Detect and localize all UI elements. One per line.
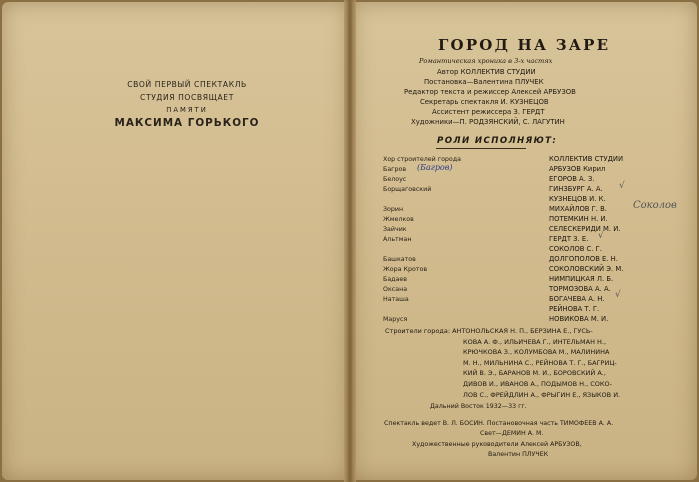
- cast-actor: ПОТЕМКИН Н. И.: [549, 215, 608, 223]
- city-builders-list: [385, 326, 697, 400]
- page-fold: [344, 0, 356, 482]
- credit-line: Секретарь спектакля И. КУЗНЕЦОВ: [420, 98, 549, 106]
- dedication-line: СВОЙ ПЕРВЫЙ СПЕКТАКЛЬ: [127, 80, 247, 89]
- cast-role: Багров: [383, 166, 407, 173]
- cast-actor: ДОЛГОПОЛОВ Е. Н.: [549, 255, 618, 263]
- cast-actor: ТОРМОЗОВА А. А.: [549, 285, 611, 293]
- builders-line: ДИВОВ И., ИВАНОВ А., ПОДЫМОВ Н., СОКО-: [463, 379, 612, 388]
- credit-line: Постановка—Валентина ПЛУЧЕК: [424, 78, 544, 86]
- cast-actor: ГЕРДТ З. Е.: [549, 235, 589, 243]
- cast-role: Хор строителей города: [383, 156, 461, 163]
- cast-actor: РЕЙНОВА Т. Г.: [549, 305, 600, 313]
- cast-actor: НИМПИЦКАЯ Л. Б.: [549, 275, 614, 283]
- cast-role: Наташа: [383, 296, 409, 303]
- pencil-check-mark: √: [619, 181, 625, 191]
- credit-line: Ассистент режиссера З. ГЕРДТ: [432, 108, 545, 116]
- cast-role: Башкатов: [383, 256, 416, 263]
- pencil-check-mark: √: [615, 290, 621, 300]
- place-year: Дальний Восток 1932—33 гг.: [430, 403, 527, 410]
- cast-actor: ГИНЗБУРГ А. А.: [549, 185, 603, 193]
- cast-actor: СЕЛЕСКЕРИДИ М. И.: [549, 225, 621, 233]
- cast-role: Зорин: [383, 206, 404, 213]
- pencil-check-mark: √: [598, 231, 604, 241]
- heading-underline: [436, 148, 526, 149]
- cast-actor: СОКОЛОВ С. Г.: [549, 245, 602, 253]
- cast-role: Жмелков: [383, 216, 414, 223]
- cast-actor: КОЛЛЕКТИВ СТУДИИ: [549, 155, 624, 163]
- cast-role: Оксана: [383, 286, 408, 293]
- footer-line: Спектакль ведет В. Л. БОСИН. Постановочная часть ТИМОФЕЕВ А. А.: [384, 420, 614, 427]
- builders-line: Строители города: АНТОНОЛЬСКАЯ Н. П., БЕРЗИНА Е., ГУСЬ-: [385, 327, 593, 335]
- left-page: [2, 2, 348, 480]
- handwritten-note: (Багров): [417, 163, 453, 172]
- cast-role: Борщаговский: [383, 186, 432, 193]
- credit-line: Автор КОЛЛЕКТИВ СТУДИИ: [437, 68, 536, 76]
- cast-role: Бадаев: [383, 276, 407, 283]
- handwritten-note: Соколов: [633, 200, 677, 211]
- cast-actor: НОВИКОВА М. И.: [549, 315, 609, 323]
- roles-heading: РОЛИ ИСПОЛНЯЮТ:: [437, 136, 558, 146]
- cast-role: Маруся: [383, 316, 408, 323]
- footer-line: Валентин ПЛУЧЕК: [488, 451, 549, 458]
- cast-actor: КУЗНЕЦОВ И. К.: [549, 195, 606, 203]
- cast-actor: БОГАЧЕВА А. Н.: [549, 295, 605, 303]
- dedication-name: МАКСИМА ГОРЬКОГО: [114, 117, 260, 129]
- builders-line: КОВА А. Ф., ИЛЬИЧЕВА Г., ИНТЕЛЬМАН Н.,: [463, 337, 607, 346]
- builders-line: М. Н., МИЛЬНИНА С., РЕЙНОВА Т. Г., БАГРИЦ-: [463, 358, 617, 367]
- cast-role: Альтман: [383, 236, 412, 243]
- builders-line: КРЮЧКОВА З., КОЛУМБОВА М., МАЛИНИНА: [463, 348, 610, 357]
- footer-line: Свет—ДЕМИН А. М.: [480, 430, 544, 437]
- cast-actor: АРБУЗОВ Кирил: [549, 165, 606, 173]
- cast-actor: ЕГОРОВ А. З.: [549, 175, 595, 183]
- cast-role: Жора Кротов: [383, 266, 428, 273]
- credit-line: Художники—П. РОДЗЯНСКИЙ, С. ЛАГУТИН: [411, 118, 565, 126]
- dedication-line: СТУДИЯ ПОСВЯЩАЕТ: [140, 93, 234, 102]
- cast-role: Зайчик: [383, 226, 407, 233]
- play-subtitle: Романтическая хроника в 3-х частях: [419, 57, 553, 65]
- builders-line: КИЙ В. Э., БАРАНОВ М. И., БОРОВСКИЙ А.,: [463, 369, 606, 378]
- cast-actor: МИХАЙЛОВ Г. В.: [549, 205, 607, 213]
- play-title: ГОРОД НА ЗАРЕ: [438, 36, 611, 54]
- cast-actor: СОКОЛОВСКИЙ Э. М.: [549, 265, 624, 273]
- cast-role: Белоус: [383, 176, 407, 183]
- dedication-line: ПАМЯТИ: [166, 106, 208, 114]
- dedication: [112, 78, 262, 130]
- credit-line: Редактор текста и режиссер Алексей АРБУЗОВ: [404, 88, 576, 96]
- builders-line: ЛОВ С., ФРЕЙДЛИН А., ФРЫГИН Е., ЯЗЫКОВ И.: [463, 390, 621, 399]
- footer-line: Художественные руководители Алексей АРБУЗОВ,: [412, 441, 582, 448]
